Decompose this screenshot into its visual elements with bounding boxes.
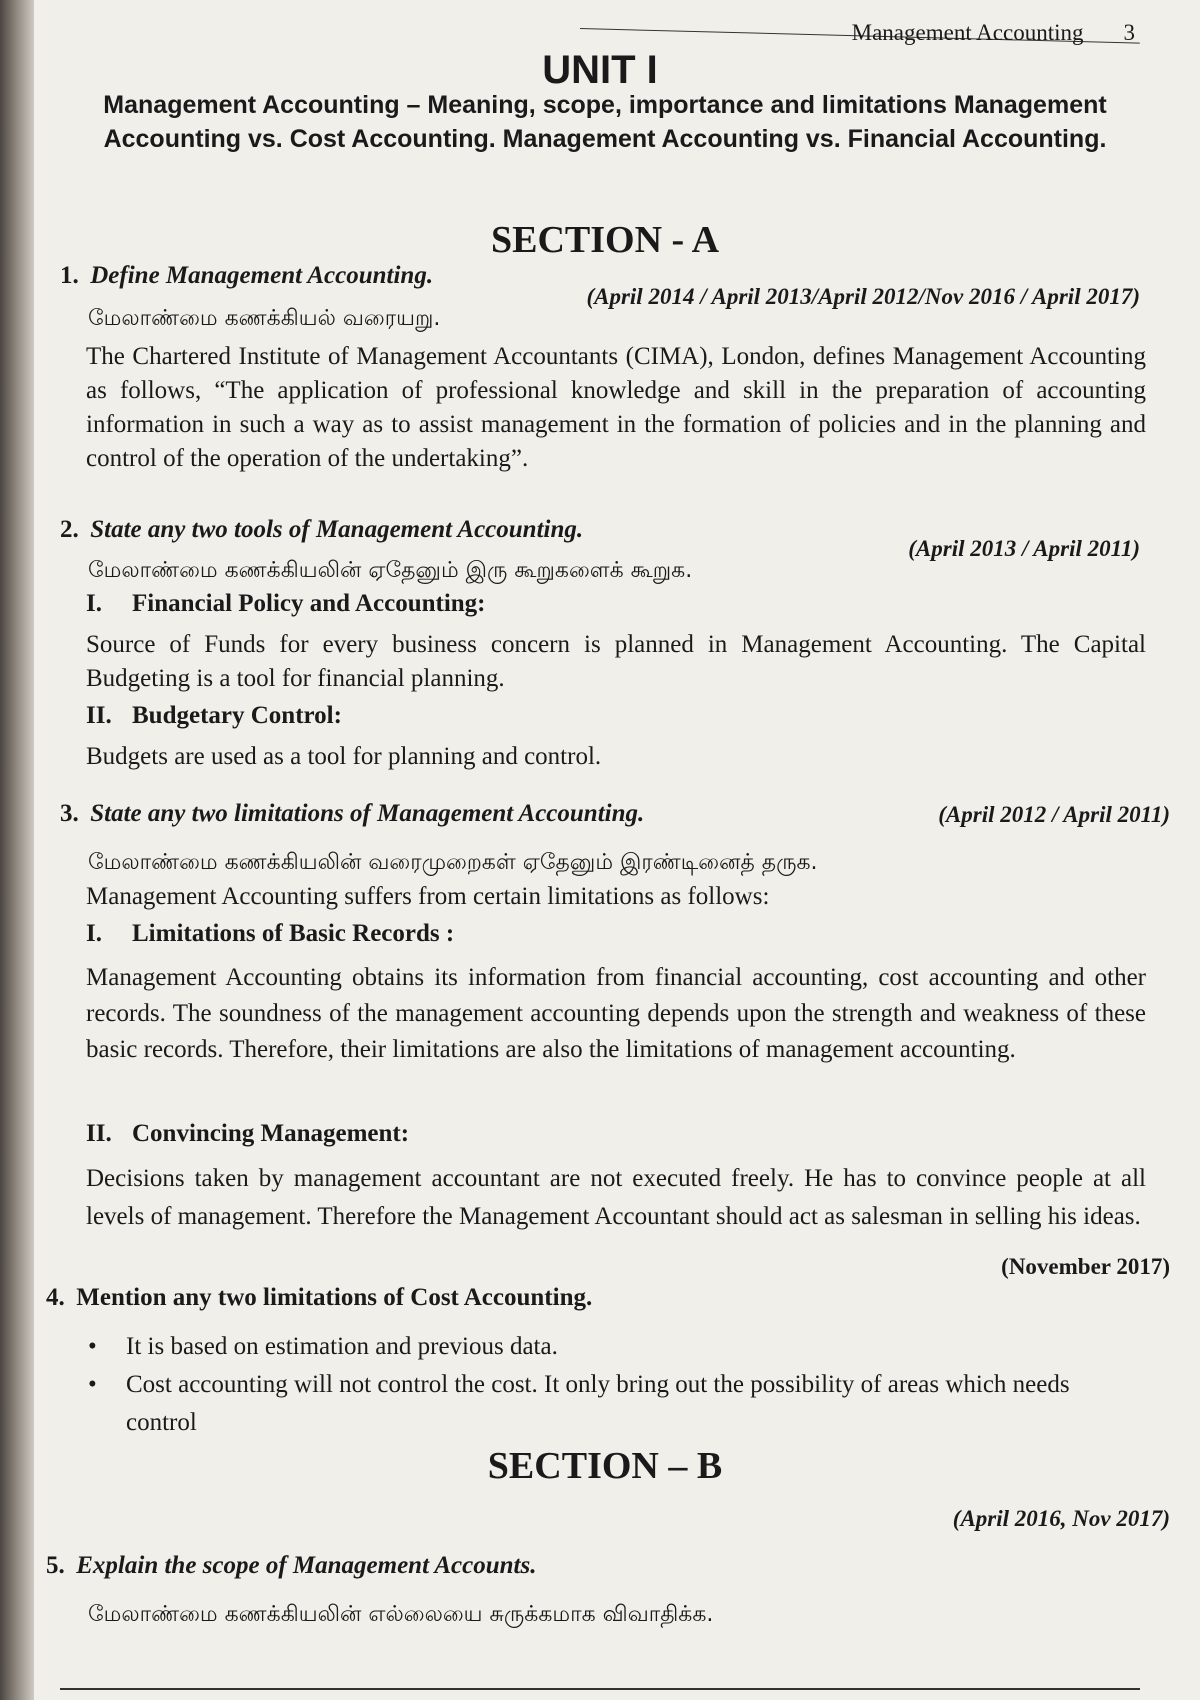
question-1-exam-dates: (April 2014 / April 2013/April 2012/Nov 2016 / April 2017) (586, 284, 1140, 309)
question-2-number: 2. (60, 516, 79, 543)
question-2-exam-dates: (April 2013 / April 2011) (908, 536, 1140, 561)
q2-point-2-title: Budgetary Control: (132, 702, 342, 729)
q2-point-1-heading (86, 590, 486, 618)
running-head-title: Management Accounting (851, 20, 1084, 45)
book-page (46, 0, 1170, 1700)
question-5-tamil: மேலாண்மை கணக்கியலின் எல்லையை சுருக்கமாக விவாதிக்க. (88, 1602, 714, 1627)
q2-point-1-title: Financial Policy and Accounting: (132, 590, 486, 617)
q2-point-1-numeral: I. (86, 590, 102, 617)
question-1-tamil: மேலாண்மை கணக்கியல் வரையறு. (88, 306, 441, 331)
question-4 (46, 1284, 1156, 1312)
q2-point-1-text: Source of Funds for every business concern is planned in Management Accounting. The Capital Budgeting is a tool for financial planning. (86, 631, 1146, 692)
q4-bullet-1: • It is based on estimation and previous data. (86, 1328, 1126, 1366)
question-1-answer: The Chartered Institute of Management Accountants (CIMA), London, defines Management Accounting as follows, “The application of professional knowledge and skill in the preparation of accounting information in such a way as to assist management in the formation of policies and in the planning and control of the operation of the undertaking”. (86, 343, 1146, 472)
book-spine-shadow (0, 0, 34, 1700)
unit-title: UNIT I (542, 48, 658, 92)
section-b-heading: SECTION – B (487, 1445, 723, 1487)
q3-point-1-text: Management Accounting obtains its information from financial accounting, cost accounting and other records. The soundness of the management accounting depends upon the strength and weakness of these basic records. Therefore, their limitations are also the limitations of management accounting. (86, 964, 1146, 1063)
q4-bullet-2: • Cost accounting will not control the cost. It only bring out the possibility of areas which needs control (86, 1366, 1126, 1442)
question-4-text: Mention any two limitations of Cost Accounting. (76, 1284, 593, 1311)
q3-point-1-heading (86, 920, 454, 948)
question-5-number: 5. (46, 1552, 65, 1579)
question-2-text: State any two tools of Management Accounting. (90, 516, 584, 543)
q3-point-2-numeral: II. (86, 1120, 112, 1147)
q3-point-1-numeral: I. (86, 920, 102, 947)
unit-subtitle: Management Accounting – Meaning, scope, importance and limitations Management Accounting vs. Cost Accounting. Management Accounting vs. Financial Accounting. (103, 91, 1107, 153)
question-1-number: 1. (60, 262, 79, 289)
question-1-text: Define Management Accounting. (90, 262, 434, 289)
q3-point-2-title: Convincing Management: (132, 1120, 410, 1147)
page-number: 3 (1123, 20, 1135, 45)
q3-point-2-heading (86, 1120, 409, 1148)
question-5 (46, 1552, 1156, 1580)
question-3-intro: Management Accounting suffers from certain limitations as follows: (86, 883, 770, 910)
q2-point-2-heading (86, 702, 342, 730)
question-5-text: Explain the scope of Management Accounts. (76, 1552, 537, 1579)
question-3-exam-dates: (April 2012 / April 2011) (938, 802, 1170, 827)
question-5-exam-dates: (April 2016, Nov 2017) (952, 1506, 1170, 1531)
q3-point-1-title: Limitations of Basic Records : (132, 920, 455, 947)
question-4-number: 4. (46, 1284, 65, 1311)
question-3-tamil: மேலாண்மை கணக்கியலின் வரைமுறைகள் ஏதேனும் இரண்டினைத் தருக. (88, 850, 818, 875)
question-4-exam-dates: (November 2017) (1001, 1254, 1170, 1279)
running-head (852, 20, 1135, 46)
question-3-text: State any two limitations of Management Accounting. (90, 800, 645, 827)
section-a-heading: SECTION - A (490, 219, 720, 261)
q3-point-2-text: Decisions taken by management accountant are not executed freely. He has to convince people at all levels of management. Therefore the Management Accountant should act as salesman in selling his ideas. (86, 1165, 1146, 1230)
question-4-bullets (86, 1328, 1126, 1442)
q2-point-2-text: Budgets are used as a tool for planning and control. (86, 743, 602, 770)
question-3-number: 3. (60, 800, 79, 827)
question-2-tamil: மேலாண்மை கணக்கியலின் ஏதேனும் இரு கூறுகளைக் கூறுக. (88, 558, 693, 583)
q2-point-2-numeral: II. (86, 702, 112, 729)
footer-rule (60, 1688, 1140, 1690)
